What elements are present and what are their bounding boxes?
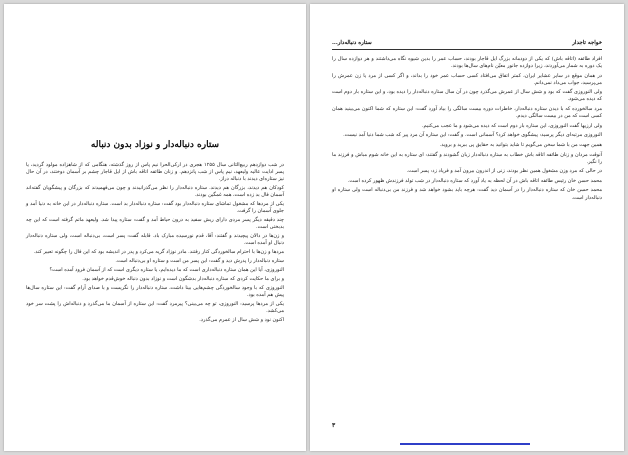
paragraph: آنوقت مردان و زنان طائفه اتاقه باش خطاب به ستاره دنباله‌دار زبان گشودند و گفتند: ای ستاره به این خانه شوم مباش و فرزند ما را نگیر. (332, 151, 602, 165)
paragraph: محمد حسن خان که ستاره دنباله‌دار را در آسمان دید گفت: هرچه باید بشود خواهد شد و فرزند من بی‌دنباله است ولی ستاره او دنباله‌دار است. (332, 187, 602, 201)
right-page (310, 4, 624, 451)
running-header-chapter-title: ستاره دنباله‌دار... (332, 40, 372, 46)
scroll-indicator[interactable] (400, 443, 530, 445)
paragraph: چند دقیقه دیگر پسر مردی دارای ریش سفید به درون حیاط آمد و گفت: ستاره پیدا شد. ولیعهد ماتم گرفته است که این چه بدبختی است. (26, 217, 284, 230)
chapter-title: ستاره دنباله‌دار و نوزاد بدون دنباله (90, 140, 220, 150)
paragraph: و برای ما حکایت کردی که ستاره دنباله‌دار بدشگون است و نوزاد بدون دنباله خوش‌قدم خواهد بود. (82, 276, 284, 282)
paragraph: ستاره دنباله‌دار را پدرش دید و گفت: این پسر من است و ستاره او بی‌دنباله است. (115, 258, 284, 264)
paragraph: النوروزی، آیا این همان ستاره دنباله‌داری است که ما دیده‌ایم، یا ستاره دیگری است که از آسمان فرود آمده است؟ (49, 267, 284, 273)
paragraph: افراد طائفه (اتاقه باش) که یکی از دودمانه بزرگ ایل قاجار بودند، حساب عمر را بدین شیوه نگاه می‌داشتند و هر دوازده سال را یک دوره به شمار می‌آوردند، زیرا دوازده جانور معیّن نام‌های سال‌ها بودند. (332, 56, 602, 70)
running-header (332, 40, 602, 50)
paragraph: النوروزی که با وجود سالخوردگی چشم‌هایی بینا داشت، ستاره دنباله‌دار را نگریست و با صدای آرام گفت: این ستاره سال‌ها پیش هم آمده بود. (26, 285, 284, 298)
paragraph: ولی ارزیها گفت النوروزی، این ستاره بار دوم است که دیده می‌شود و ما عجب می‌کنیم. (421, 122, 602, 129)
paragraph: اکنون نود و شش سال از عمرم می‌گذرد. (199, 317, 284, 323)
paragraph: محمد حسن خان رئیس طائفه اتاقه باش در آن لحظه به یاد آورد که ستاره دنباله‌دار در شب تولد فرزندش ظهور کرده است. (347, 177, 602, 184)
left-page (4, 4, 306, 451)
paragraph: مرد سالخورده که با دیدن ستاره دنباله‌دار، خاطرات دوره بیست سالگی را بیاد آورد گفت: این ستاره که شما اکنون می‌بینید همان کسی است که من در بیست سالگی دیدم. (332, 106, 602, 120)
paragraph: در حالی که مرد وزن مشغول همین نظر بودند، زنی از اندرون بیرون آمد و فریاد زد: پسر است. (406, 168, 602, 175)
paragraph: یکی از مردها پرسید: النوروزی، تو چه می‌بینی؟ پیرمرد گفت: این ستاره از آسمان ما می‌گذرد و دنباله‌اش را پشت سر خود می‌کشد. (26, 301, 284, 314)
paragraph: مردها و زن‌ها با احترام سالخوردگی کنار رفتند. مادر نوزاد گریه می‌کرد و پدر در اندیشه بود که این فال را چگونه تعبیر کند. (33, 249, 284, 255)
paragraph: النوروزی مرتبه‌ای دیگر پرسید: پیشگوی خواهد کرد؟ آسمانی است. و گفت: این ستاره آن مرد پیر که شب شما دنیا آمد نیست. (343, 132, 602, 139)
paragraph: ولی النوروزی گفت که بود و شش سال از عمرش می‌گذرد چون در آن سال ستاره دنباله‌دار را دیده بود، و این ستاره بار دوم است که دیده می‌شود. (332, 89, 602, 103)
running-header-book-title: خواجه تاجدار (572, 40, 602, 46)
page-number: ۳ (332, 422, 336, 429)
paragraph: در همان موقع در سایر عشایر ایران، کمتر اتفاق می‌افتاد کسی حساب عمر خود را بداند، و اگر کسی از مرد یا زن عمرش را می‌پرسید، جواب می‌داد نمی‌دانم. (332, 72, 602, 86)
right-page-body (332, 56, 602, 204)
paragraph: کودکان هم دیدند، بزرگان هم دیدند. ستاره دنباله‌دار را نظر می‌گذرانیدند و چون می‌فهمیدند که بزرگان و پیشگویان گفته‌اند آسمان فال بد زده است، همه غمگین بودند. (26, 185, 284, 198)
paragraph: یکی از مردها که مشغول تماشای ستاره دنباله‌دار بود گفت: ستاره دنباله‌دار بد است. ستاره دنباله‌دار در این خانه به دنیا آمد و جلوی آسمان را گرفت. (26, 201, 284, 214)
paragraph: در شب دوازدهم ربیع‌الثانی سال ۱۲۵۵ هجری در ارکی‌الحرا نیم پاس از روز گذشته، هنگامی که از شاهزاده مولود گردید، یا پسر ادایت عالیه ولیعهد، نیم پاس از شب پانزدهم. و زنان طائفه اتاقه باش از ایل قاجار چشم بر آسمان دوختند، در آن حال نیز ستاره‌ای دیدند با دنباله دراز. (26, 162, 284, 182)
paragraph: همین جهت من با شما سخن می‌گویم تا شاید بتوانید به حقایق پی ببرید و بروید. (439, 141, 602, 148)
left-page-body (26, 162, 284, 326)
paragraph: و زن‌ها در دالان پیچیدند و گفتند: آقا، قدم نورسیده مبارک باد. قابله گفت: پسر است، بی‌دنباله است، ولی ستاره دنباله‌دار دنبال او آمده است. (26, 233, 284, 246)
